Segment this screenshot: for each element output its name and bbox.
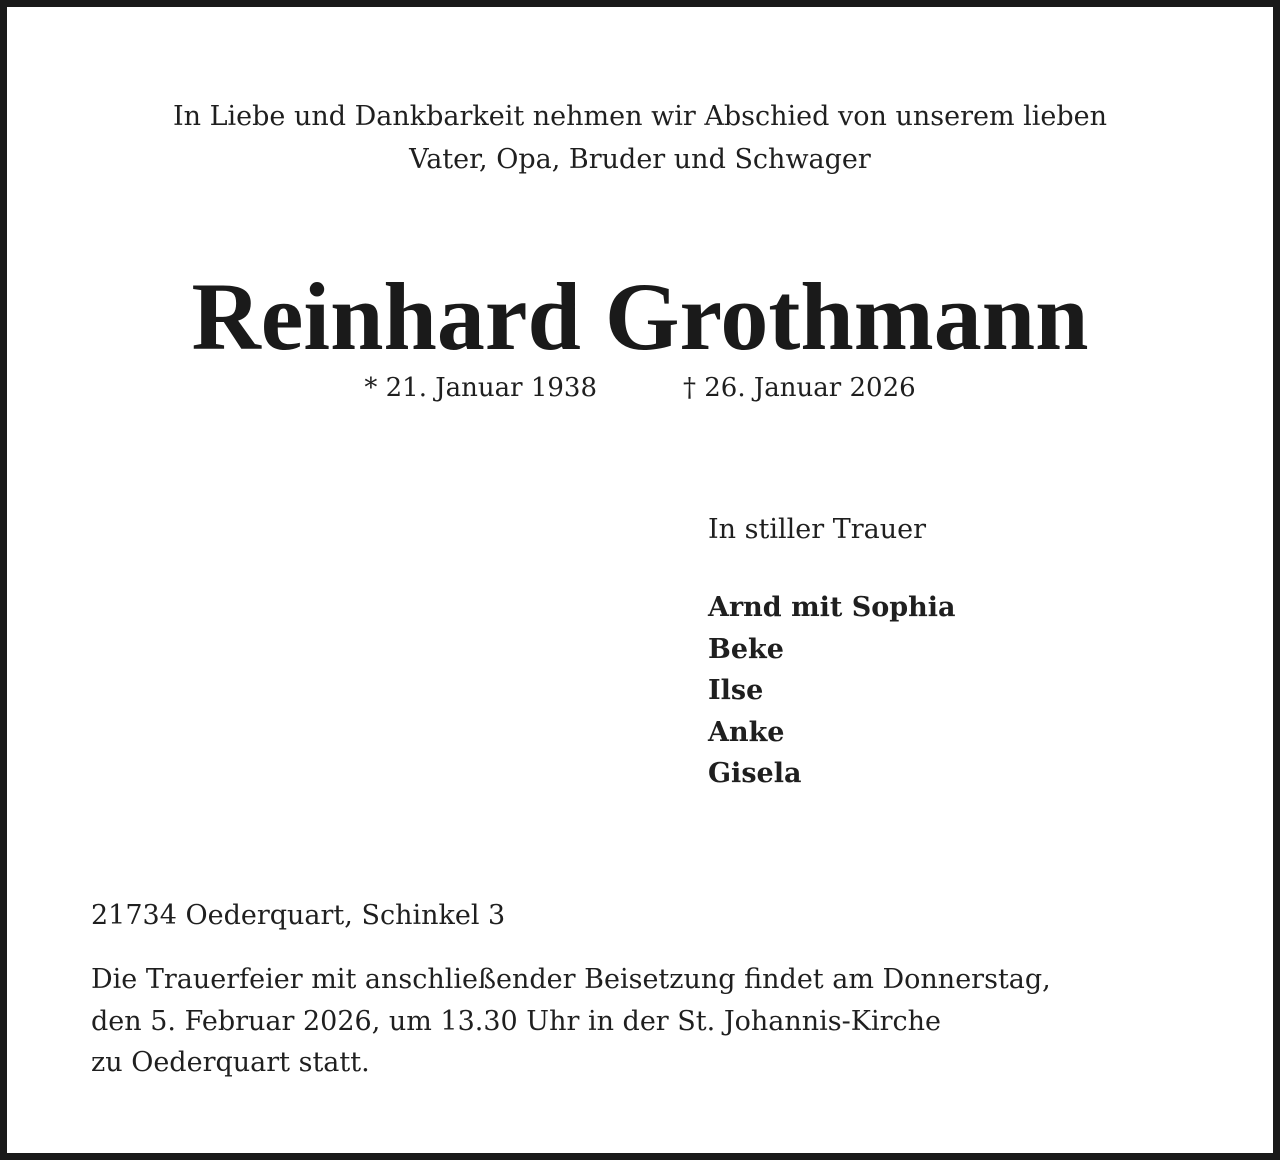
- life-dates: [7, 371, 1273, 405]
- service-line-1: Die Trauerfeier mit anschließender Beisetzung findet am Donnerstag,: [91, 964, 1051, 995]
- mourner-name: Arnd mit Sophia: [708, 592, 956, 623]
- deceased-name: Reinhard Grothmann: [191, 263, 1089, 370]
- mourner-name: Anke: [708, 716, 785, 748]
- death-date: † 26. Januar 2026: [683, 373, 916, 403]
- service-line-3: zu Oederquart statt.: [91, 1047, 370, 1078]
- intro-line-1: In Liebe und Dankbarkeit nehmen wir Abschied von unserem lieben: [172, 101, 1108, 132]
- mourner-name: Gisela: [708, 758, 802, 789]
- birth-date: * 21. Januar 1938: [364, 373, 597, 403]
- intro-text: [7, 95, 1273, 181]
- intro-line-2: Vater, Opa, Bruder und Schwager: [409, 144, 871, 175]
- family-address: 21734 Oederquart, Schinkel 3: [91, 900, 506, 931]
- service-line-2: den 5. Februar 2026, um 13.30 Uhr in der St. Johannis-Kirche: [91, 1005, 941, 1037]
- mourners-heading: In stiller Trauer: [708, 514, 927, 545]
- funeral-service-info: [91, 959, 1051, 1084]
- mourner-name: Beke: [708, 633, 784, 665]
- mourners-block: [708, 511, 956, 795]
- mourners-list: [708, 587, 956, 795]
- mourner-name: Ilse: [708, 675, 764, 706]
